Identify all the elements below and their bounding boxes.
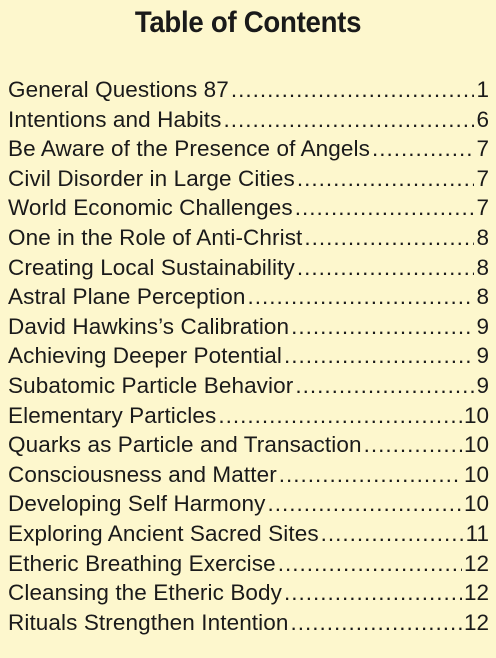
toc-entry-title: Etheric Breathing Exercise: [8, 550, 276, 576]
toc-entry-page-number: 10: [463, 432, 489, 458]
toc-entry-title: World Economic Challenges: [8, 195, 293, 221]
toc-entry-page-number: 1: [476, 77, 489, 102]
toc-entry-page-number: 9: [476, 313, 489, 339]
toc-entry[interactable]: [8, 134, 489, 164]
toc-entry-page-number: 12: [463, 609, 489, 635]
toc-entry-page-number: 7: [476, 195, 489, 221]
toc-entry[interactable]: [8, 578, 489, 608]
toc-entry-page-number: 10: [463, 491, 489, 517]
toc-entry[interactable]: [8, 193, 489, 223]
toc-entry[interactable]: [8, 253, 489, 283]
toc-entry-title: Elementary Particles: [8, 402, 217, 428]
toc-entry[interactable]: [8, 519, 489, 549]
toc-entry-title: Subatomic Particle Behavior: [8, 372, 294, 398]
toc-entry-page-number: 9: [476, 372, 489, 398]
page-title: Table of Contents: [134, 6, 362, 39]
dot-leader: [267, 489, 462, 519]
toc-entry-page-number: 6: [476, 106, 489, 132]
toc-entry-title: Developing Self Harmony: [8, 491, 266, 517]
toc-entry[interactable]: [8, 223, 489, 253]
dot-leader: [364, 430, 462, 460]
dot-leader: [247, 282, 474, 312]
toc-entry-page-number: 10: [463, 461, 489, 487]
toc-entry[interactable]: [8, 164, 489, 194]
toc-entry[interactable]: [8, 75, 489, 105]
dot-leader: [297, 164, 475, 194]
toc-entry-title: Consciousness and Matter: [8, 461, 277, 487]
toc-entry[interactable]: [8, 105, 489, 135]
toc-entry-page-number: 7: [476, 165, 489, 191]
toc-entry-title: Quarks as Particle and Transaction: [8, 432, 362, 458]
dot-leader: [290, 608, 461, 638]
toc-entry[interactable]: [8, 282, 489, 312]
toc-entry-title: Creating Local Sustainability: [8, 254, 295, 280]
dot-leader: [284, 341, 474, 371]
dot-leader: [295, 371, 474, 401]
toc-entry-title: David Hawkins’s Calibration: [8, 313, 290, 339]
dot-leader: [297, 253, 475, 283]
toc-entry-title: Be Aware of the Presence of Angels: [8, 136, 370, 162]
toc-entry-title: Rituals Strengthen Intention: [8, 609, 289, 635]
toc-entry[interactable]: [8, 341, 489, 371]
toc-entry-page-number: 7: [476, 136, 489, 162]
toc-entry-page-number: 11: [465, 520, 489, 546]
dot-leader: [224, 105, 475, 135]
dot-leader: [284, 578, 462, 608]
dot-leader: [279, 460, 462, 490]
dot-leader: [218, 401, 462, 431]
toc-entry-title: Achieving Deeper Potential: [8, 343, 283, 369]
toc-entry-title: Astral Plane Perception: [8, 284, 246, 310]
toc-entry[interactable]: [8, 549, 489, 579]
toc-entry-page-number: 12: [463, 550, 489, 576]
toc-list: [8, 75, 489, 637]
toc-entry[interactable]: [8, 608, 489, 638]
dot-leader: [291, 312, 474, 342]
toc-entry[interactable]: [8, 460, 489, 490]
toc-entry-page-number: 8: [476, 224, 489, 250]
toc-entry[interactable]: [8, 430, 489, 460]
dot-leader: [295, 193, 475, 223]
dot-leader: [321, 519, 464, 549]
dot-leader: [231, 75, 475, 105]
toc-entry-title: Civil Disorder in Large Cities: [8, 165, 295, 191]
toc-entry[interactable]: [8, 401, 489, 431]
toc-entry[interactable]: [8, 312, 489, 342]
toc-entry-title: General Questions 87: [8, 77, 229, 102]
toc-entry-page-number: 9: [476, 343, 489, 369]
toc-entry-title: Cleansing the Etheric Body: [8, 580, 283, 606]
toc-entry-page-number: 8: [476, 254, 489, 280]
dot-leader: [278, 549, 462, 579]
toc-entry[interactable]: [8, 489, 489, 519]
toc-entry-page-number: 10: [463, 402, 489, 428]
toc-entry-page-number: 8: [476, 284, 489, 310]
toc-entry-title: Exploring Ancient Sacred Sites: [8, 520, 319, 546]
dot-leader: [372, 134, 475, 164]
toc-entry-page-number: 12: [463, 580, 489, 606]
toc-entry-title: Intentions and Habits: [8, 106, 222, 132]
toc-entry-title: One in the Role of Anti-Christ: [8, 224, 303, 250]
toc-entry[interactable]: [8, 371, 489, 401]
dot-leader: [304, 223, 474, 253]
